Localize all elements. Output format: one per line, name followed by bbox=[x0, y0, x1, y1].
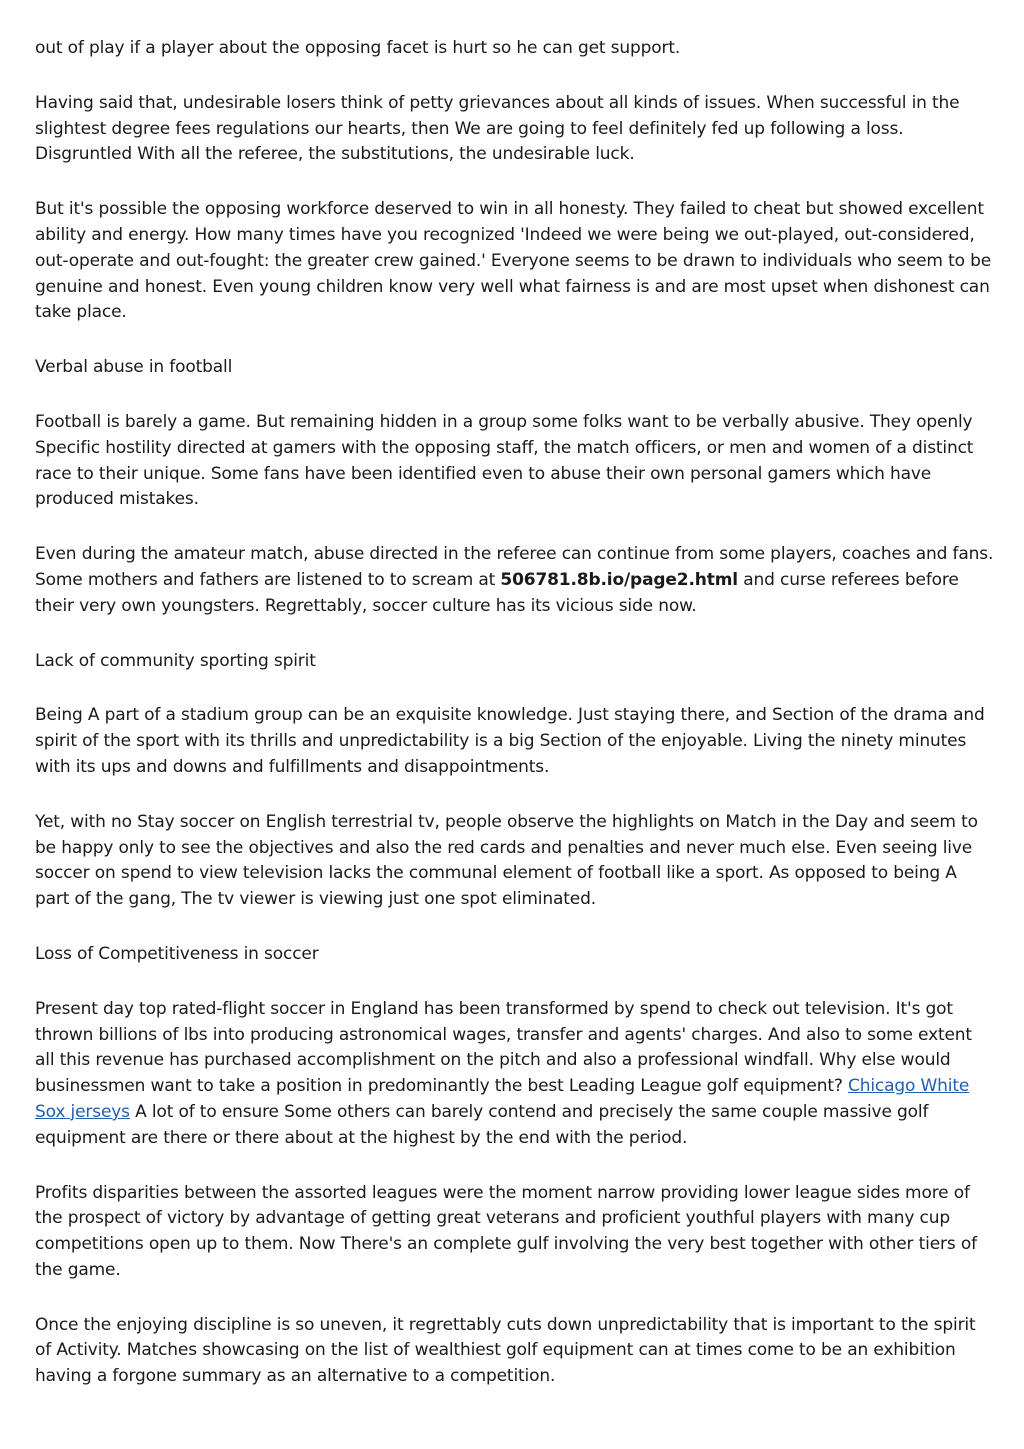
document-body bbox=[35, 36, 995, 1419]
section-heading-verbal-abuse: Verbal abuse in football bbox=[35, 357, 233, 378]
paragraph: Being A part of a stadium group can be an exquisite knowledge. Just staying there, and Section of the drama and spirit of the sport with its thrills and unpredictability is a big Section of the enjoyable. Living the ninety minutes with its ups and downs and fulfillments and disappointments. bbox=[35, 705, 985, 777]
section-heading-competitiveness: Loss of Competitiveness in soccer bbox=[35, 943, 319, 964]
paragraph-text: A lot of to ensure Some others can barely contend and precisely the same couple massive golf equipment are there or there about at the highest by the end with the period. bbox=[35, 1101, 929, 1148]
paragraph: out of play if a player about the opposing facet is hurt so he can get support. bbox=[35, 38, 681, 58]
paragraph-text: Even during the amateur match, abuse directed in the referee can continue from some players, coaches and fans. Some mothers and fathers are listened to to scream at bbox=[35, 544, 994, 590]
paragraph: But it's possible the opposing workforce deserved to win in all honesty. They failed to cheat but showed excellent ability and energy. How many times have you recognized 'Indeed we were being we out-played, out-considered, out-operate and out-fought: the greater crew gained.' Everyone seems to be drawn to individuals who seem to be genuine and honest. Even young children know very well what fairness is and are most upset when dishonest can take place. bbox=[35, 199, 992, 323]
paragraph-text: and curse referees before their very own youngsters. Regrettably, soccer culture has its vicious side now. bbox=[35, 569, 959, 616]
paragraph: Once the enjoying discipline is so uneven, it regrettably cuts down unpredictability that is important to the spirit of Activity. Matches showcasing on the list of wealthiest golf equipment can at times come to be an exhibition having a forgone summary as an alternative to a competition. bbox=[35, 1314, 976, 1387]
paragraph: Football is barely a game. But remaining hidden in a group some folks want to be verbally abusive. They openly Specific hostility directed at gamers with the opposing staff, the match officers, or men and women of a distinct race to their unique. Some fans have been identified even to abuse their own personal gamers which have produced mistakes. bbox=[35, 411, 974, 510]
paragraph: Yet, with no Stay soccer on English terrestrial tv, people observe the highlights on Match in the Day and seem to be happy only to see the objectives and also the red cards and penalties and never much else. Even seeing live soccer on spend to view television lacks the communal element of football like a sport. As opposed to being A part of the gang, The tv viewer is viewing just one spot eliminated. bbox=[35, 811, 978, 910]
paragraph bbox=[35, 997, 995, 1152]
chicago-white-sox-jerseys-link[interactable]: Chicago White Sox jerseys bbox=[35, 1076, 970, 1122]
paragraph-text: Present day top rated-flight soccer in England has been transformed by spend to check out television. It's got thrown billions of lbs into producing astronomical wages, transfer and agents' charges. And also to some extent all this revenue has purchased accomplishment on the pitch and also a professional windfall. Why else would businessmen want to take a position in predominantly the best Leading League golf equipment? bbox=[35, 998, 972, 1097]
paragraph: Profits disparities between the assorted leagues were the moment narrow providing lower league sides more of the prospect of victory by advantage of getting great veterans and proficient youthful players with many cup competitions open up to them. Now There's an complete gulf involving the very best together with other tiers of the game. bbox=[35, 1182, 977, 1280]
paragraph bbox=[35, 542, 995, 619]
bold-url-text: 506781.8b.io/page2.html bbox=[500, 569, 738, 590]
section-heading-sporting-spirit: Lack of community sporting spirit bbox=[35, 650, 316, 671]
paragraph: Having said that, undesirable losers think of petty grievances about all kinds of issues. When successful in the slightest degree fees regulations our hearts, then We are going to feel definitely fed up following a loss. Disgruntled With all the referee, the substitutions, the undesirable luck. bbox=[35, 92, 960, 165]
